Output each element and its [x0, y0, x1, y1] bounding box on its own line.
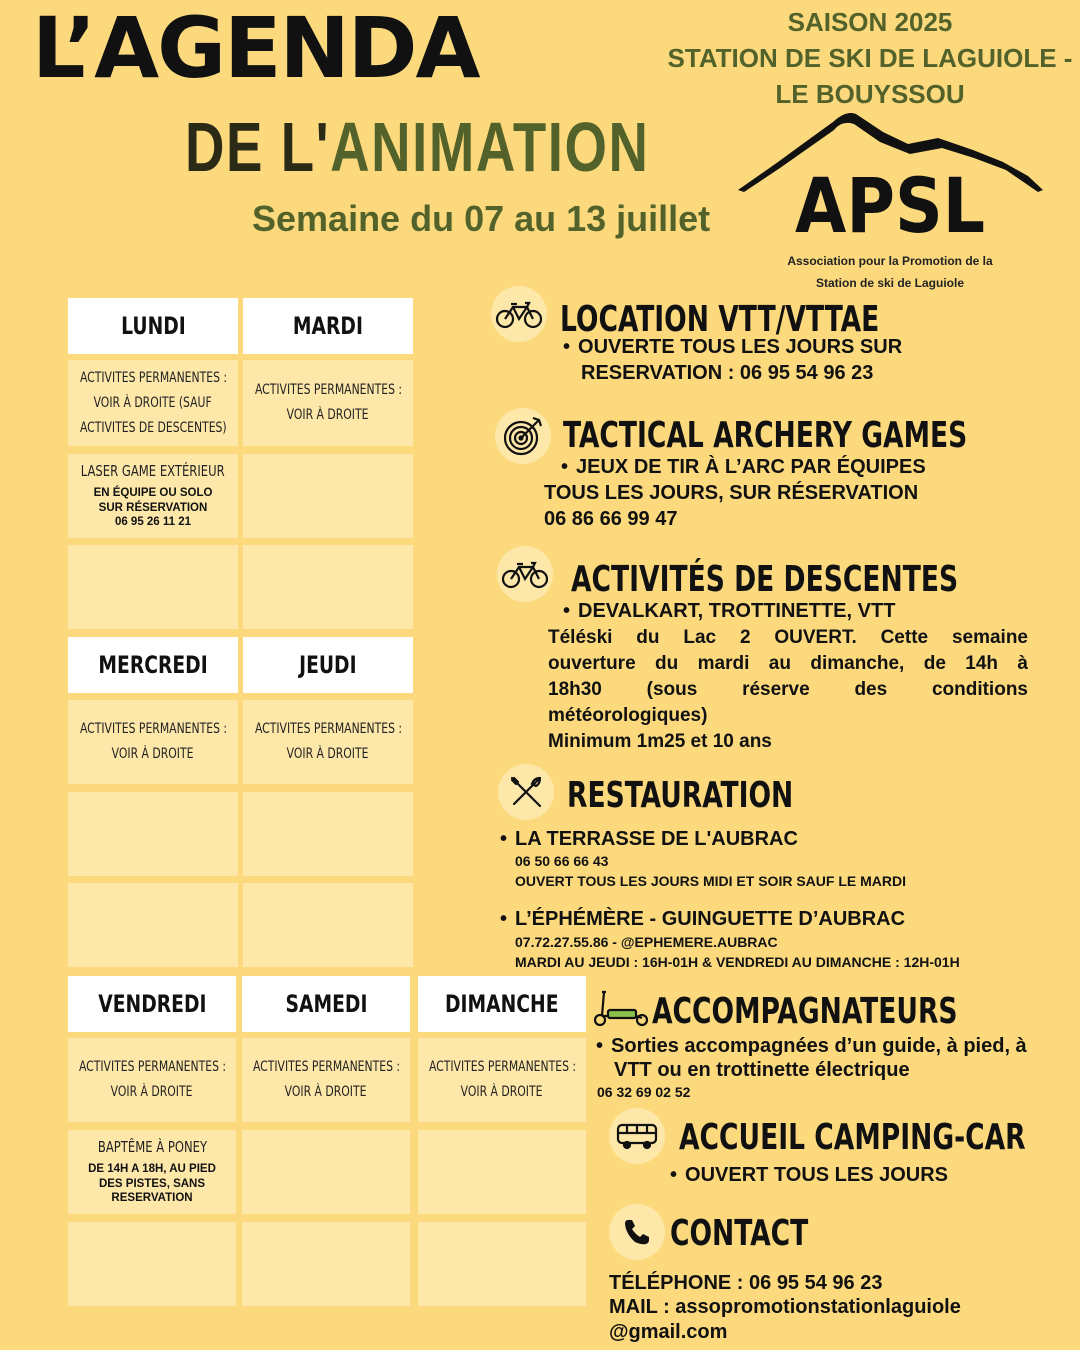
cell-text: VOIR À DROITE	[112, 746, 194, 762]
day-header-lundi	[68, 298, 238, 354]
paragraph-line: météorologiques)	[548, 705, 708, 726]
cell-text: ACTIVITES PERMANENTES :	[79, 721, 227, 737]
empty-cell	[68, 792, 238, 876]
cell-text: ACTIVITES PERMANENTES :	[428, 1059, 576, 1075]
day-header-mardi	[243, 298, 413, 354]
empty-cell	[243, 454, 413, 538]
day-header-samedi	[242, 976, 410, 1032]
section-title-camping: ACCUEIL CAMPING-CAR	[679, 1117, 1026, 1158]
subtitle-de: DE L'	[185, 108, 331, 186]
event-detail: DES PISTES, SANS	[98, 1177, 206, 1190]
cell-text: ACTIVITES PERMANENTES :	[252, 1059, 400, 1075]
cell-text: ACTIVITES PERMANENTES :	[254, 721, 402, 737]
archery-line: • JEUX DE TIR À L’ARC PAR ÉQUIPES	[561, 454, 926, 480]
season-line: SAISON 2025	[787, 7, 953, 37]
lundi-permanent-cell	[68, 360, 238, 446]
cell-text: VOIR À DROITE (SAUF	[93, 394, 213, 411]
season-info	[660, 4, 1080, 112]
event-detail: DE 14H A 18H, AU PIED	[88, 1163, 216, 1176]
day-label: SAMEDI	[285, 990, 367, 1018]
cell-text: VOIR À DROITE	[285, 1084, 367, 1100]
section-title-contact: CONTACT	[670, 1213, 809, 1254]
paragraph-line: Téléski du Lac 2 OUVERT. Cette semaine	[548, 627, 1028, 648]
phone-icon	[609, 1204, 665, 1260]
scooter-icon	[592, 988, 648, 1028]
empty-cell	[243, 545, 413, 629]
target-icon	[495, 408, 551, 464]
section-title-archery: TACTICAL ARCHERY GAMES	[563, 415, 968, 456]
week-range: Semaine du 07 au 13 juillet	[252, 198, 711, 239]
cell-text: ACTIVITES PERMANENTES :	[254, 382, 402, 398]
restaurant-contact: 07.72.27.55.86 - @EPHEMERE.AUBRAC	[515, 934, 778, 950]
subtitle-animation: ANIMATION	[330, 108, 650, 186]
restaurant-phone: 06 50 66 66 43	[515, 853, 609, 869]
empty-cell	[68, 883, 238, 967]
archery-phone: 06 86 66 99 47	[544, 508, 678, 530]
vendredi-poney-cell	[68, 1130, 236, 1214]
bicycle-icon	[497, 546, 553, 602]
accompagnateurs-line: VTT ou en trottinette électrique	[614, 1059, 910, 1081]
paragraph-line: 18h30 (sous réserve des conditions	[548, 679, 1028, 700]
event-detail: EN ÉQUIPE OU SOLO	[93, 487, 213, 500]
restaurant-name: • LA TERRASSE DE L'AUBRAC	[500, 826, 798, 852]
restaurant-hours: MARDI AU JEUDI : 16H-01H & VENDREDI AU DIMANCHE : 12H-01H	[515, 954, 960, 970]
cell-text: VOIR À DROITE	[111, 1084, 193, 1100]
accompagnateurs-line: • Sorties accompagnées d’un guide, à pied, à	[596, 1033, 1027, 1059]
vtt-line: RESERVATION : 06 95 54 96 23	[581, 362, 874, 384]
accompagnateurs-phone: 06 32 69 02 52	[597, 1084, 691, 1100]
cell-text: ACTIVITES PERMANENTES :	[78, 1059, 226, 1075]
logo-caption-line: Association pour la Promotion de la	[787, 254, 993, 268]
event-detail: RESERVATION	[111, 1192, 193, 1205]
section-title-restauration: RESTAURATION	[567, 775, 794, 816]
event-detail: 06 95 26 11 21	[114, 516, 192, 529]
section-title-vtt: LOCATION VTT/VTTAE	[560, 299, 880, 340]
cell-text: ACTIVITES PERMANENTES :	[79, 369, 227, 386]
archery-line: TOUS LES JOURS, SUR RÉSERVATION	[544, 482, 919, 504]
page-subtitle	[185, 108, 650, 186]
logo-caption	[760, 250, 1020, 294]
empty-cell	[243, 792, 413, 876]
event-title: LASER GAME EXTÉRIEUR	[81, 462, 225, 481]
restaurant-name: • L’ÉPHÉMÈRE - GUINGUETTE D’AUBRAC	[500, 906, 905, 932]
section-title-accompagnateurs: ACCOMPAGNATEURS	[652, 991, 958, 1032]
season-line: LE BOUYSSOU	[775, 79, 965, 109]
page-title: L’AGENDA	[32, 0, 479, 97]
day-label: MERCREDI	[98, 651, 208, 679]
day-label: MARDI	[292, 312, 364, 340]
logo-caption-line: Station de ski de Laguiole	[815, 276, 965, 290]
season-line: STATION DE SKI DE LAGUIOLE -	[667, 43, 1073, 73]
contact-phone: TÉLÉPHONE : 06 95 54 96 23	[609, 1272, 883, 1294]
day-header-dimanche	[418, 976, 586, 1032]
empty-cell	[68, 545, 238, 629]
vtt-line: • OUVERTE TOUS LES JOURS SUR	[563, 334, 902, 360]
event-detail: SUR RÉSERVATION	[98, 501, 208, 514]
vendredi-permanent-cell	[68, 1038, 236, 1122]
paragraph-line: ouverture du mardi au dimanche, de 14h à	[548, 653, 1028, 674]
empty-cell	[242, 1130, 410, 1214]
day-label: JEUDI	[299, 651, 357, 679]
lundi-laser-game-cell	[68, 454, 238, 538]
day-header-jeudi	[243, 637, 413, 693]
empty-cell	[68, 1222, 236, 1306]
empty-cell	[418, 1222, 586, 1306]
day-label: LUNDI	[120, 312, 186, 340]
day-label: VENDREDI	[97, 990, 207, 1018]
contact-mail-domain: @gmail.com	[609, 1321, 728, 1343]
event-title: BAPTÊME À PONEY	[97, 1138, 207, 1157]
mardi-permanent-cell	[243, 360, 413, 446]
logo-text: APSL	[795, 161, 985, 250]
cell-text: VOIR À DROITE	[287, 407, 369, 423]
contact-mail: MAIL : assopromotionstationlaguiole	[609, 1296, 961, 1318]
camping-line: • OUVERT TOUS LES JOURS	[670, 1162, 948, 1188]
empty-cell	[418, 1130, 586, 1214]
bicycle-icon	[491, 286, 547, 342]
descentes-bullet: • DEVALKART, TROTTINETTE, VTT	[563, 598, 895, 624]
fork-knife-icon	[498, 764, 554, 820]
day-header-mercredi	[68, 637, 238, 693]
jeudi-permanent-cell	[243, 700, 413, 784]
apsl-logo	[738, 100, 1043, 250]
minimum-requirement: Minimum 1m25 et 10 ans	[548, 731, 772, 752]
section-title-descentes: ACTIVITÉS DE DESCENTES	[571, 559, 959, 600]
cell-text: VOIR À DROITE	[461, 1084, 543, 1100]
samedi-permanent-cell	[242, 1038, 410, 1122]
descentes-paragraph	[548, 625, 1028, 755]
van-icon	[609, 1108, 665, 1164]
empty-cell	[242, 1222, 410, 1306]
cell-text: VOIR À DROITE	[287, 746, 369, 762]
day-header-vendredi	[68, 976, 236, 1032]
empty-cell	[243, 883, 413, 967]
cell-text: ACTIVITES DE DESCENTES)	[79, 419, 227, 436]
day-label: DIMANCHE	[445, 990, 559, 1018]
restaurant-hours: OUVERT TOUS LES JOURS MIDI ET SOIR SAUF LE MARDI	[515, 873, 906, 889]
mercredi-permanent-cell	[68, 700, 238, 784]
dimanche-permanent-cell	[418, 1038, 586, 1122]
